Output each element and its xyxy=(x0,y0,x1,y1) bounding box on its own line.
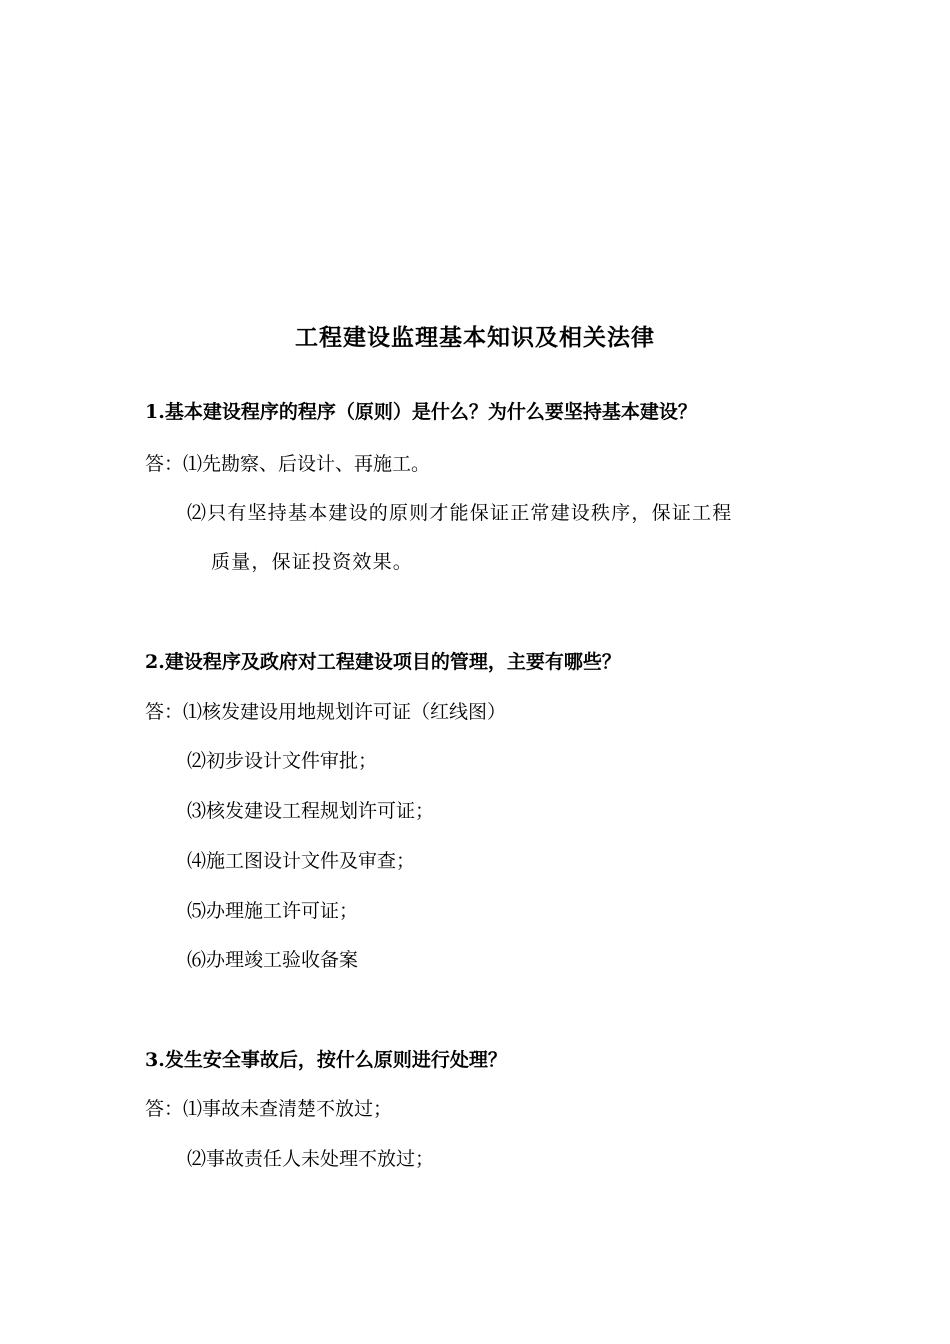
answer-2-line-4: ⑷施工图设计文件及审查； xyxy=(187,850,416,872)
answer-3-line-1 xyxy=(145,1094,392,1124)
answer-2-line-2: ⑵初步设计文件审批； xyxy=(187,750,378,772)
answer-item: ⑴核发建设用地规划许可证（红线图） xyxy=(183,701,507,723)
answer-label: 答： xyxy=(145,453,184,475)
answer-1-line-3: 质量，保证投资效果。 xyxy=(211,551,414,573)
answer-label: 答： xyxy=(145,701,184,723)
answer-3-line-2: ⑵事故责任人未处理不放过； xyxy=(187,1148,435,1170)
answer-2-line-3: ⑶核发建设工程规划许可证； xyxy=(187,800,435,822)
document-title: 工程建设监理基本知识及相关法律 xyxy=(295,324,655,351)
answer-1-line-1 xyxy=(145,449,430,479)
question-3: 3.发生安全事故后，按什么原则进行处理？ xyxy=(145,1049,507,1071)
answer-2-line-5: ⑸办理施工许可证； xyxy=(187,900,359,922)
answer-label: 答： xyxy=(145,1098,184,1120)
question-2: 2.建设程序及政府对工程建设项目的管理，主要有哪些？ xyxy=(145,651,621,673)
answer-1-line-2: ⑵只有坚持基本建设的原则才能保证正常建设秩序，保证工程 xyxy=(187,502,733,524)
answer-item: ⑴事故未查清楚不放过； xyxy=(183,1098,393,1120)
answer-2-line-6: ⑹办理竣工验收备案 xyxy=(187,949,359,971)
answer-item: ⑴先勘察、后设计、再施工。 xyxy=(183,453,431,475)
answer-2-line-1 xyxy=(145,697,506,727)
question-1: 1.基本建设程序的程序（原则）是什么？为什么要坚持基本建设？ xyxy=(145,401,697,423)
